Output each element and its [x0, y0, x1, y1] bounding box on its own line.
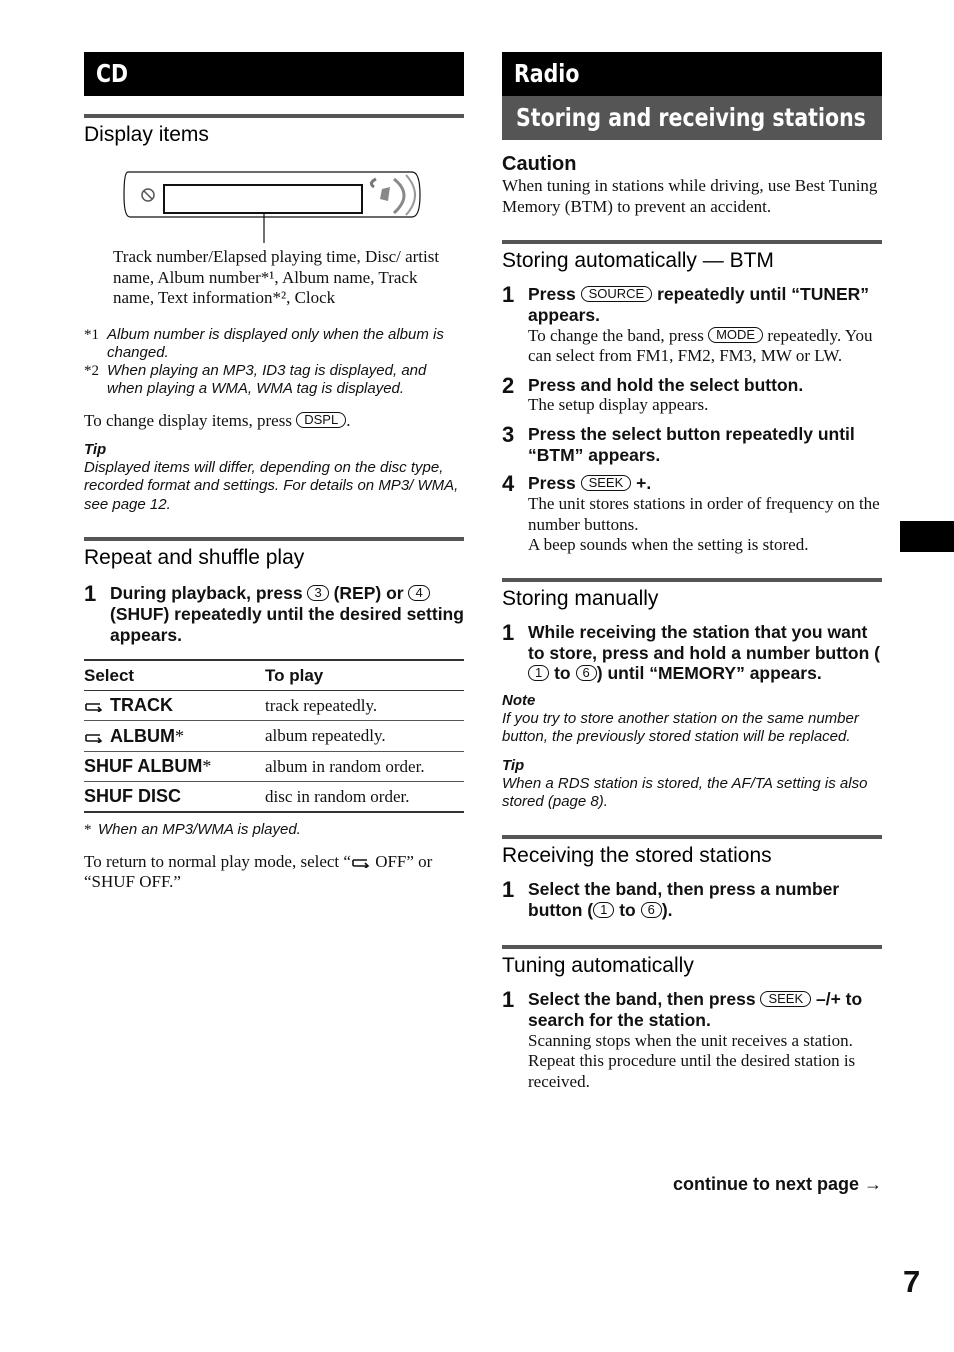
- repeat-icon: [84, 731, 104, 743]
- return-normal-text: To return to normal play mode, select “ OFF” or “SHUF OFF.”: [84, 851, 433, 892]
- change-display-text: To change display items, press DSPL .: [84, 410, 351, 430]
- col-select: Select: [84, 660, 265, 690]
- display-callout-text: Track number/Elapsed playing time, Disc/ artist name, Album number*¹, Album name, Track name, Text information*², Clock: [113, 247, 440, 307]
- col-to-play: To play: [265, 660, 464, 690]
- table-row: ALBUM* album repeatedly.: [84, 721, 464, 752]
- tuning-automatically-heading: Tuning automatically: [502, 945, 882, 979]
- display-tip: Tip Displayed items will differ, depending on the disc type, recorded format and settings. For details on MP3/ WMA, see page 12.: [84, 441, 459, 513]
- dspl-key[interactable]: DSPL: [296, 412, 346, 428]
- page-number: 7: [903, 1264, 921, 1299]
- footnote-1: *1 Album number is displayed only when the album is changed.: [84, 325, 444, 361]
- btm-step-3: 3 Press the select button repeatedly until “BTM” appears.: [502, 421, 855, 465]
- continue-next-page: continue to next page →: [672, 1174, 882, 1194]
- button-3-key[interactable]: 3: [307, 585, 328, 601]
- button-6-key[interactable]: 6: [641, 902, 662, 918]
- button-1-key[interactable]: 1: [528, 665, 549, 681]
- button-1-key[interactable]: 1: [593, 902, 614, 918]
- table-row: SHUF DISC disc in random order.: [84, 782, 464, 813]
- manual-tip: Tip When a RDS station is stored, the AF/TA setting is also stored (page 8).: [502, 756, 868, 811]
- table-row: SHUF ALBUM* album in random order.: [84, 751, 464, 782]
- tuning-step-1: 1 Select the band, then press SEEK –/+ to search for the station. Scanning stops when the unit receives a station. Repeat this procedure until the desired station is received.: [502, 986, 863, 1091]
- manual-step-1: 1 While receiving the station that you want to store, press and hold a number button (1 to 6 ) until “MEMORY” appears.: [502, 619, 880, 684]
- btm-step-1: 1 Press SOURCE repeatedly until “TUNER” appears. To change the band, press MODE repeatedly. You can select from FM1, FM2, FM3, MW or LW.: [502, 282, 873, 366]
- repeat-shuffle-table: [84, 659, 464, 813]
- radio-column: [502, 52, 882, 1092]
- button-6-key[interactable]: 6: [576, 665, 597, 681]
- seek-key[interactable]: SEEK: [581, 475, 632, 491]
- table-footnote: * When an MP3/WMA is played.: [84, 821, 301, 839]
- table-row: TRACK track repeatedly.: [84, 690, 464, 721]
- side-tab-marker: [900, 521, 954, 552]
- cd-banner: CD: [84, 52, 464, 96]
- display-illustration: [84, 171, 464, 243]
- footnote-2: *2 When playing an MP3, ID3 tag is displayed, and when playing a WMA, WMA tag is displayed.: [84, 362, 427, 398]
- repeat-icon: [351, 856, 371, 868]
- radio-banner: Radio: [502, 52, 882, 96]
- button-4-key[interactable]: 4: [408, 585, 429, 601]
- source-key[interactable]: SOURCE: [581, 286, 653, 302]
- head-unit-display-icon: [84, 171, 464, 243]
- btm-step-4: 4 Press SEEK +. The unit stores stations in order of frequency on the number buttons. A beep sounds when the setting is stored.: [502, 471, 880, 555]
- btm-step-2: 2 Press and hold the select button. The setup display appears.: [502, 372, 804, 415]
- storing-receiving-banner: Storing and receiving stations: [502, 96, 882, 140]
- manual-note: Note If you try to store another station on the same number button, the previously stored station will be replaced.: [502, 692, 859, 746]
- receiving-stored-heading: Receiving the stored stations: [502, 835, 882, 869]
- btm-heading: Storing automatically — BTM: [502, 240, 882, 274]
- caution-text: When tuning in stations while driving, use Best Tuning Memory (BTM) to prevent an accident.: [502, 176, 878, 216]
- cd-column: [84, 52, 464, 893]
- repeat-icon: [84, 700, 104, 712]
- mode-key[interactable]: MODE: [708, 327, 763, 343]
- display-items-heading: Display items: [84, 114, 464, 148]
- repeat-step-1: 1 During playback, press 3 (REP) or 4 (SHUF) repeatedly until the desired setting appears.: [84, 581, 464, 645]
- storing-manually-heading: Storing manually: [502, 578, 882, 612]
- repeat-shuffle-heading: Repeat and shuffle play: [84, 537, 464, 571]
- table-header-row: [84, 660, 464, 690]
- receive-step-1: 1 Select the band, then press a number button ( 1 to 6 ).: [502, 877, 840, 921]
- seek-key[interactable]: SEEK: [760, 991, 811, 1007]
- caution-label: Caution: [502, 153, 577, 175]
